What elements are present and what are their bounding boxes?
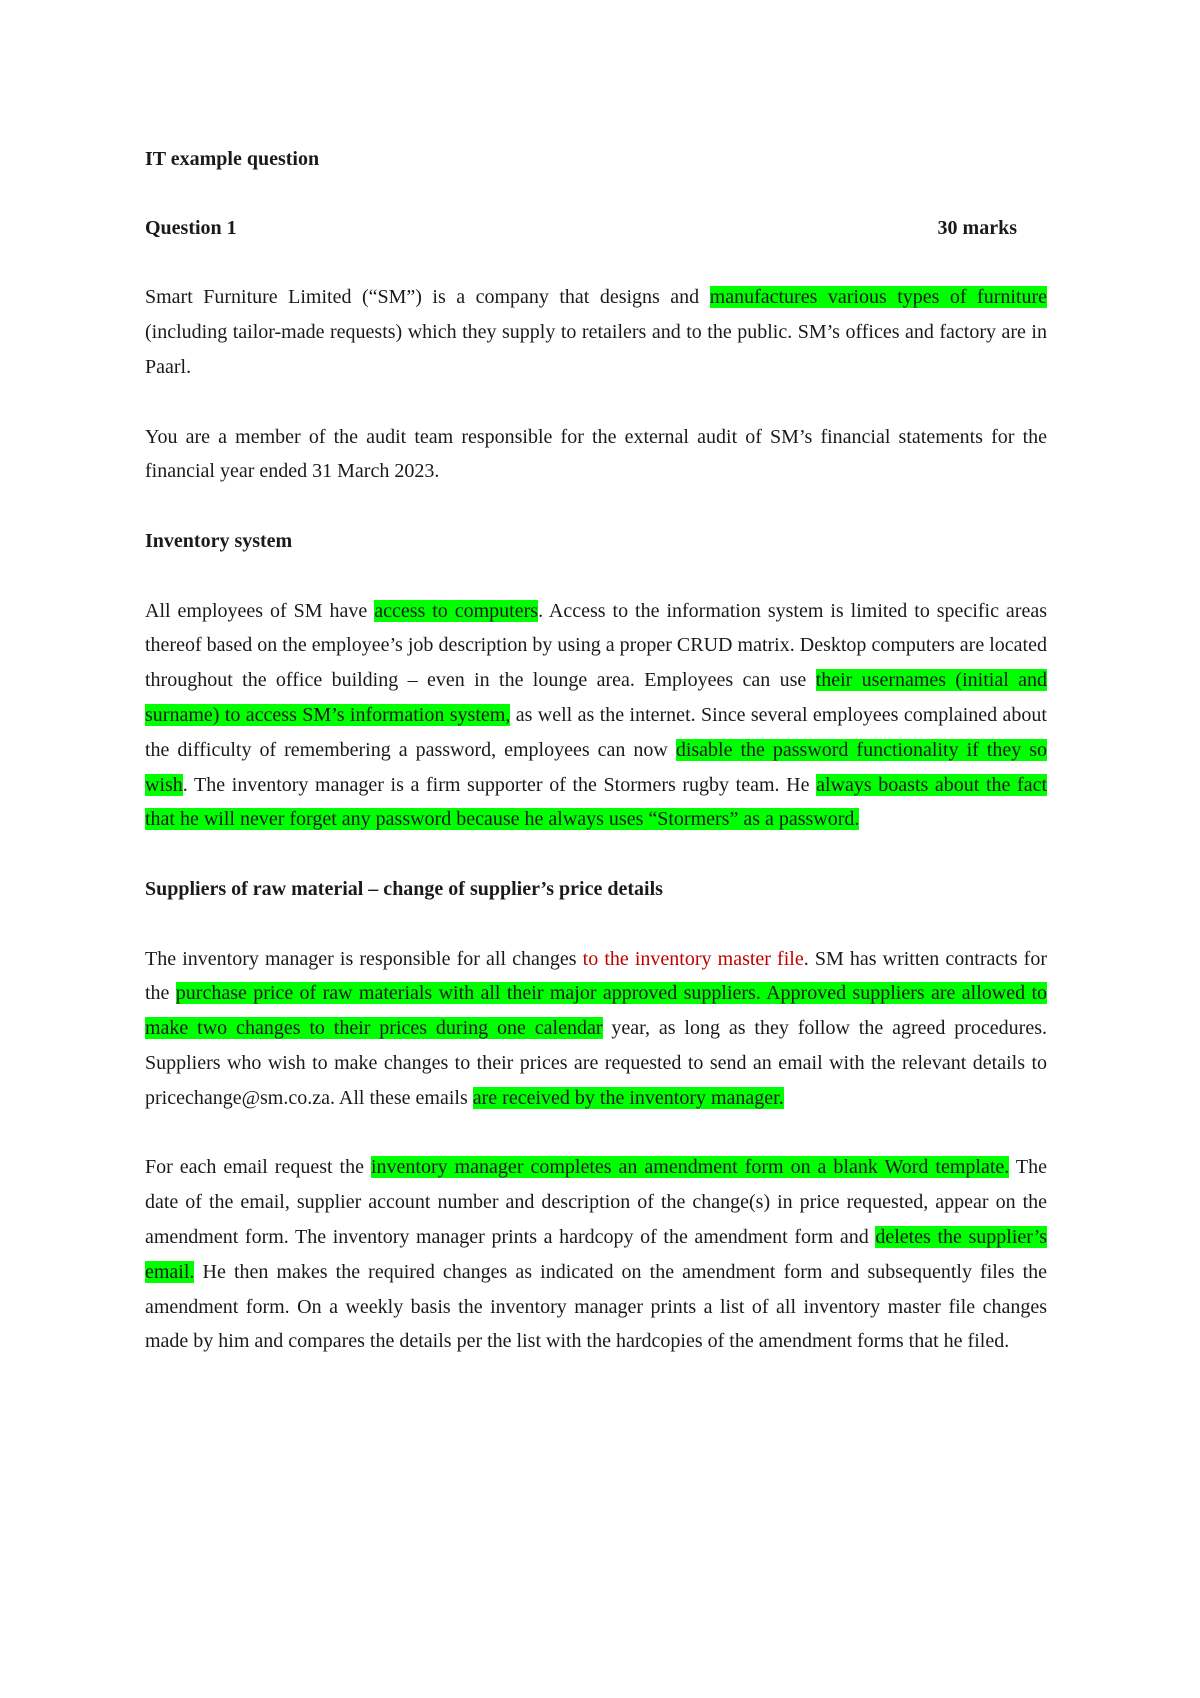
inventory-paragraph	[145, 594, 1047, 838]
text-run: year, as long as they follow the agreed procedures. Suppliers who wish to make changes to their prices are requested to send an email with the relevant details to pricechange@sm.co.za. All these emails	[145, 1017, 1047, 1109]
document-page	[145, 142, 1047, 1359]
intro-paragraph-1	[145, 280, 1047, 384]
highlighted-text: access to computers	[374, 599, 539, 622]
text-run: (including tailor-made requests) which they supply to retailers and to the public. SM’s offices and factory are in Paarl.	[145, 321, 1047, 378]
highlighted-text: inventory manager completes an amendment form on a blank Word template.	[370, 1156, 1010, 1179]
question-header	[145, 211, 1047, 246]
highlighted-text: their usernames (initial and surname) to access SM’s information system,	[145, 669, 1047, 726]
inventory-heading: Inventory system	[145, 529, 293, 552]
text-run: The date of the email, supplier account number and description of the change(s) in price requested, appear on the amendment form. The inventory manager prints a hardcopy of the amendment form and	[145, 1156, 1047, 1248]
document-title: IT example question	[145, 148, 320, 170]
text-run: . Access to the information system is limited to specific areas thereof based on the employee’s job description by using a proper CRUD matrix. Desktop computers are located throughout the office building – even in the lounge area. Employees can use	[145, 599, 1047, 692]
text-run: You are a member of the audit team responsible for the external audit of SM’s financial statements for the financial year ended 31 March 2023.	[145, 425, 1047, 483]
intro-paragraph-2	[145, 420, 1047, 490]
suppliers-paragraph-2	[145, 1150, 1047, 1359]
text-run: Smart Furniture Limited (“SM”) is a company that designs and	[145, 286, 710, 309]
highlighted-text: manufactures various types of furniture	[709, 286, 1048, 309]
text-run: . The inventory manager is a firm supporter of the Stormers rugby team. He	[182, 773, 817, 796]
text-run: He then makes the required changes as indicated on the amendment form and subsequently files the amendment form. On a weekly basis the inventory manager prints a list of all inventory master file changes made by him and compares the details per the list with the hardcopies of the amendment forms that he filed.	[145, 1260, 1047, 1353]
suppliers-paragraph-1	[145, 942, 1047, 1116]
question-label: Question 1	[145, 216, 237, 239]
highlighted-text: deletes the supplier’s email.	[145, 1225, 1048, 1283]
question-marks: 30 marks	[937, 216, 1017, 239]
highlighted-text: disable the password functionality if they so wish	[145, 738, 1047, 796]
highlighted-text: are received by the inventory manager.	[472, 1086, 784, 1109]
suppliers-heading: Suppliers of raw material – change of supplier’s price details	[145, 877, 663, 900]
red-text: to the inventory master file	[582, 947, 804, 970]
highlighted-text: always boasts about the fact that he will never forget any password because he always uses “Stormers” as a password.	[145, 773, 1047, 831]
text-run: as well as the internet. Since several employees complained about the difficulty of remembering a password, employees can now	[145, 703, 1047, 761]
text-run: For each email request the	[145, 1156, 371, 1179]
text-run: . SM has written contracts for the	[145, 947, 1048, 1005]
text-run: The inventory manager is responsible for all changes	[145, 947, 583, 970]
text-run: All employees of SM have	[145, 599, 375, 622]
highlighted-text: purchase price of raw materials with all their major approved suppliers. Approved suppliers are allowed to make two changes to their prices during one calendar	[145, 982, 1047, 1040]
